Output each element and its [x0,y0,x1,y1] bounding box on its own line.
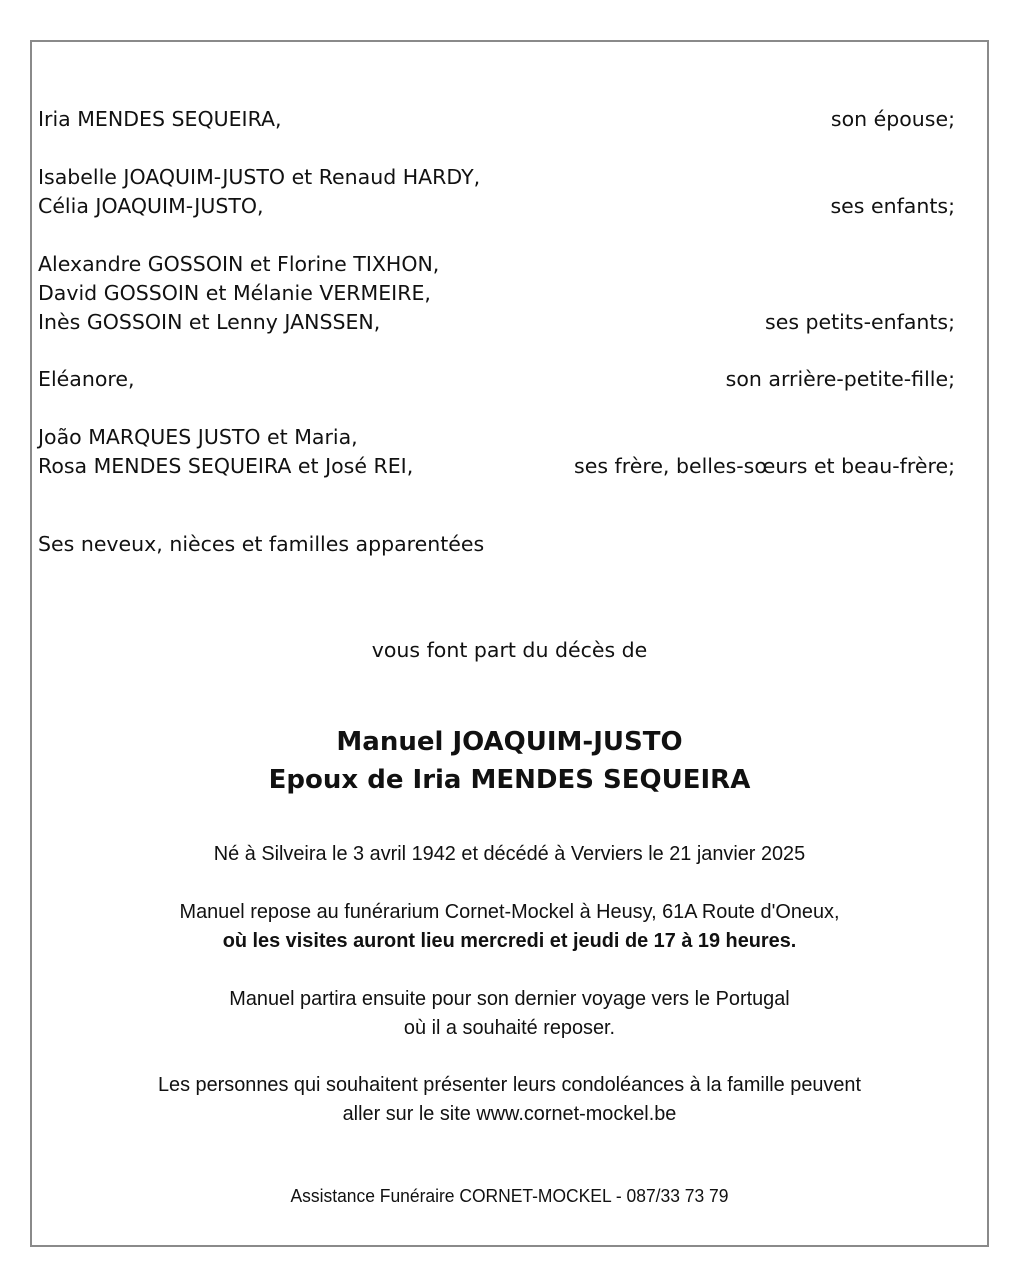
visitation-line-2: où les visites auront lieu mercredi et jeudi de 17 à 19 heures. [222,929,797,952]
family-name: David GOSSOIN et Mélanie VERMEIRE, [38,281,431,305]
family-name: Isabelle JOAQUIM-JUSTO et Renaud HARDY, [38,165,481,189]
family-group-siblings [38,423,955,481]
family-group-grandchildren [38,250,955,337]
announcement-text: vous font part du décès de [371,638,648,662]
deceased-name: Manuel JOAQUIM-JUSTO [336,727,683,757]
family-group-spouse [38,105,955,134]
family-relation: son arrière-petite-fille; [725,367,955,391]
family-group-extended [38,530,955,559]
visitation-line-1: Manuel repose au funérarium Cornet-Mockel à Heusy, 61A Route d'Oneux, [179,900,840,923]
deceased-spouse-line: Epoux de Iria MENDES SEQUEIRA [268,765,751,795]
family-relation: ses petits-enfants; [765,310,955,334]
family-name: Eléanore, [38,367,135,391]
condolences-line-2: aller sur le site www.cornet-mockel.be [342,1102,677,1125]
family-name: Ses neveux, nièces et familles apparentées [38,532,485,556]
departure-line-1: Manuel partira ensuite pour son dernier voyage vers le Portugal [229,987,790,1010]
condolences-line-1: Les personnes qui souhaitent présenter leurs condoléances à la famille peuvent [157,1073,862,1096]
family-name: Célia JOAQUIM-JUSTO, [38,194,264,218]
departure-line-2: où il a souhaité reposer. [403,1016,616,1039]
family-group-children [38,163,955,221]
family-name: Alexandre GOSSOIN et Florine TIXHON, [38,252,440,276]
family-name: Iria MENDES SEQUEIRA, [38,107,282,131]
family-name: João MARQUES JUSTO et Maria, [38,425,358,449]
family-relation: ses frère, belles-sœurs et beau-frère; [574,454,955,478]
family-name: Inès GOSSOIN et Lenny JANSSEN, [38,310,381,334]
family-name: Rosa MENDES SEQUEIRA et José REI, [38,454,414,478]
family-group-great-grandchild [38,365,955,394]
birth-death-text: Né à Silveira le 3 avril 1942 et décédé à Verviers le 21 janvier 2025 [213,842,806,865]
funeral-home-footer: Assistance Funéraire CORNET-MOCKEL - 087/33 73 79 [290,1186,729,1206]
family-relation: ses enfants; [830,194,955,218]
family-relation: son épouse; [830,107,955,131]
